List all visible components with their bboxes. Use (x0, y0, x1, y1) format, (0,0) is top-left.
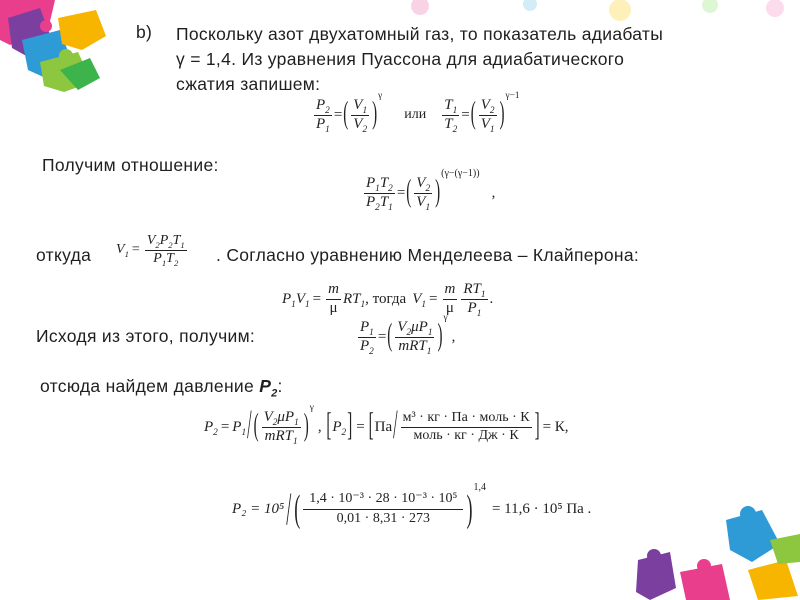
find-pressure-text (40, 376, 283, 400)
puzzle-decoration-bottom-right (630, 500, 800, 600)
paragraph-line: Поскольку азот двухатомный газ, то показатель адиабаты (176, 24, 664, 44)
units-result: = К, (542, 418, 569, 435)
connector-or: или (404, 107, 427, 123)
units-pa: Па (374, 418, 393, 435)
hence-text: Исходя из этого, получим: (36, 326, 256, 346)
paragraph-line: сжатия запишем: (176, 74, 321, 94)
pressure-symbol: P (259, 376, 272, 396)
pressure-equation: $P_2$ = $P_1$ / ( $\frac{V_2\mu P_1}{mRT_1}$ ) γ , [ $P_2$ ] = [ Па / $\frac{\text{м³ · кг · Па · моль · К}}{\text{моль · кг · Дж · К}}$ ] = К, (204, 403, 569, 449)
whence-label: откуда (36, 245, 92, 265)
then-word: тогда (372, 290, 407, 307)
units-denominator: моль · кг · Дж · К (413, 427, 519, 443)
calc-result: = 11,6 · 10⁵ Па . (491, 500, 592, 517)
calc-denominator: 0,01 · 8,31 · 273 (336, 510, 430, 526)
ratio-equation: $\frac{P_1T_2}{P_2T_1}$ = ( $\frac{V_2}{V_1}$ ) (γ−(γ−1)) , (366, 168, 496, 213)
paragraph-line: γ = 1,4. Из уравнения Пуассона для адиабатического (176, 49, 625, 69)
calc-numerator: 1,4 · 10⁻³ · 28 · 10⁻³ · 10⁵ (303, 492, 463, 510)
calc-lhs: P₂ = 10⁵ (232, 500, 285, 517)
mendeleev-text: . Согласно уравнению Менделеева – Клайперона: (216, 245, 640, 265)
ratio-intro: Получим отношение: (42, 155, 219, 175)
pressure-ratio-equation: $\frac{P_1}{P_2}$ = ( $\frac{V_2\mu P_1}{mRT_1}$ ) γ , (360, 313, 456, 357)
pressure-subscript: 2 (271, 387, 278, 400)
item-marker: b) (136, 22, 153, 42)
volume-expression: $V_1$ = $\frac{V_2P_2T_1}{P_1T_2}$ (116, 233, 185, 268)
units-numerator: м³ · кг · Па · моль · К (401, 411, 532, 428)
paragraph-adiabatic-intro (176, 22, 776, 97)
find-pressure-label: отсюда найдем давление (40, 376, 255, 396)
poisson-equation: $\frac{P_2}{P_1}$ = ( $\frac{V_1}{V_2}$ ) γ или $\frac{T_1}{T_2}$ = ( $\frac{V_2}{V_1}$ ) γ−1 (316, 91, 520, 135)
puzzle-decoration-top-left (0, 0, 120, 92)
numeric-calculation: P₂ = 10⁵ / ( $\frac{\text{1,4 · 10⁻³ · 28 · 10⁻³ · 10⁵}}{0,01 \cdot 8,31 \cdot 273}$ ) 1,4 = 11,6 · 10⁵ Па . (232, 481, 592, 534)
clapeyron-equation: $P_1V_1$ = $\frac{m}{\mu}$ $RT_1$ , тогда $V_1$ = $\frac{m}{\mu}$ $\frac{RT_1}{P_1}$ . (282, 281, 494, 319)
pressure-colon: : (277, 376, 283, 396)
